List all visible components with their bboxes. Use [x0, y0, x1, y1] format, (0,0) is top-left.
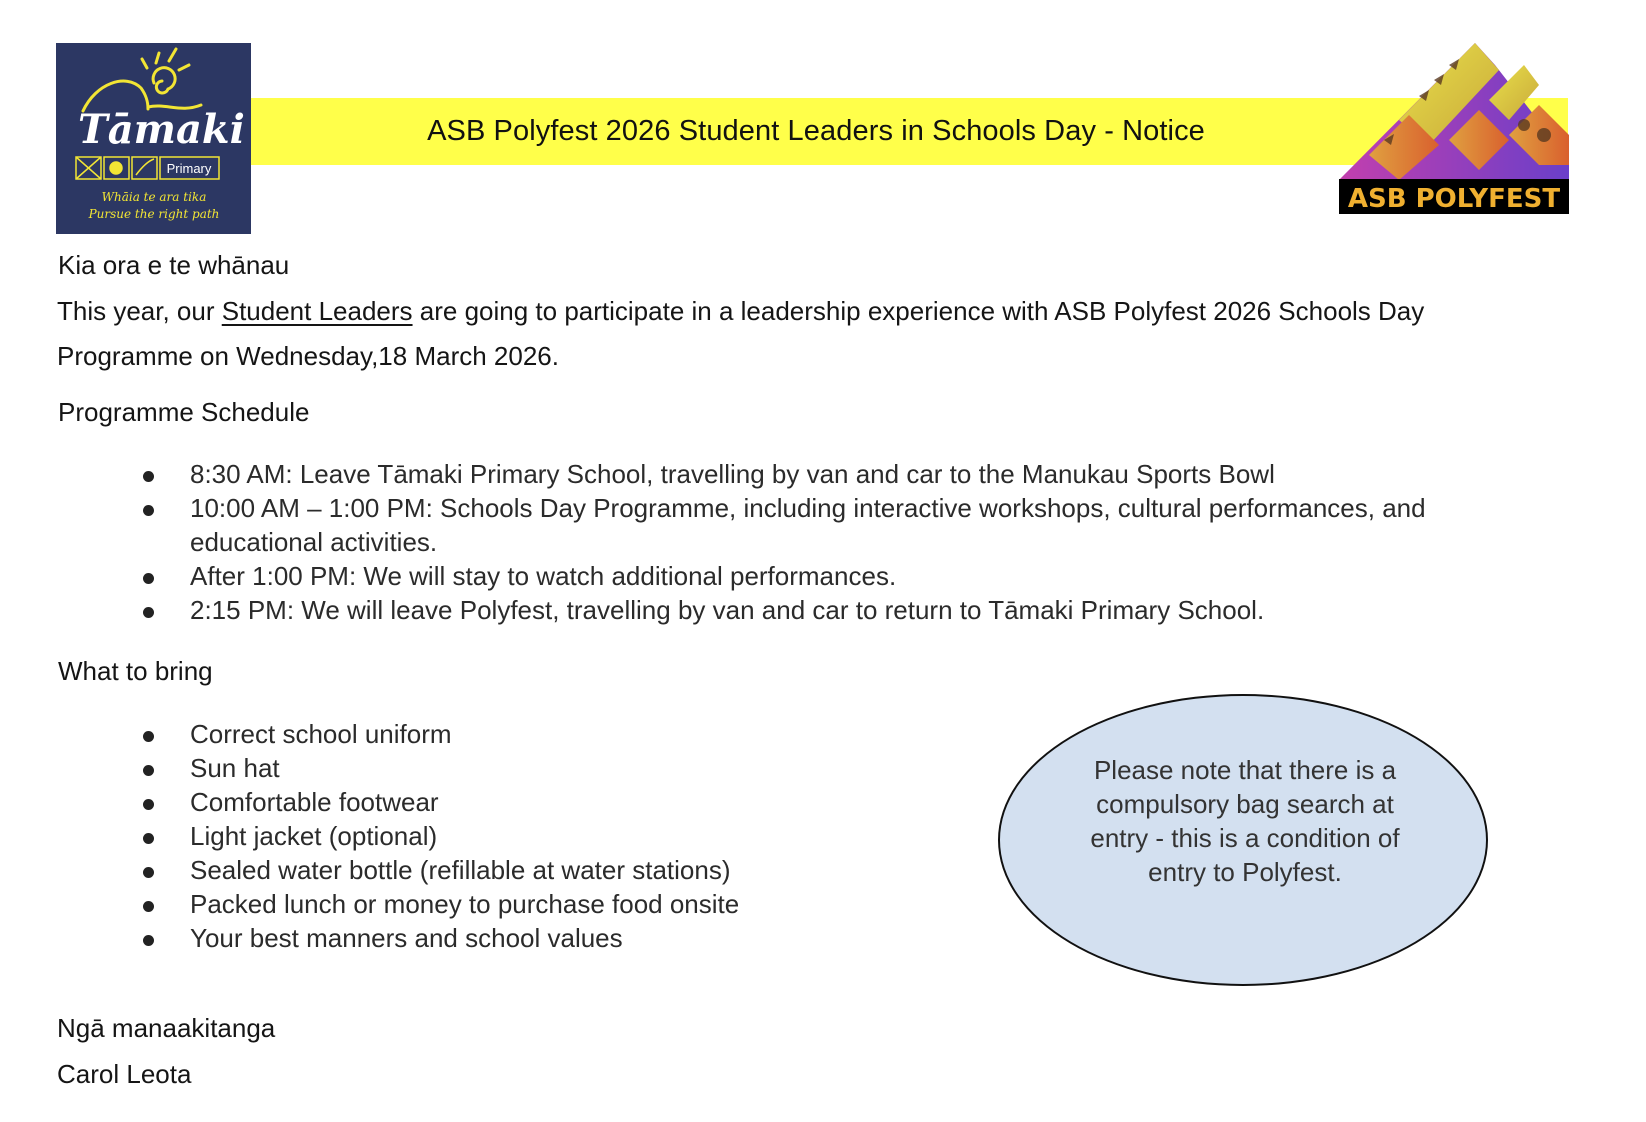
page-title: ASB Polyfest 2026 Student Leaders in Schools Day - Notice: [427, 115, 1205, 147]
polyfest-logo-graphic: [1339, 40, 1571, 216]
polyfest-logo-text: ASB POLYFEST: [1347, 184, 1561, 214]
bring-item: Sun hat: [190, 753, 280, 783]
school-logo-sub: Primary: [166, 161, 212, 176]
bring-item: Packed lunch or money to purchase food onsite: [190, 889, 740, 919]
tamaki-logo-graphic: [56, 43, 251, 234]
school-motto-english: Pursue the right path: [88, 207, 220, 221]
bullet-icon: [143, 901, 154, 912]
schedule-heading: Programme Schedule: [58, 397, 310, 427]
schedule-item: 8:30 AM: Leave Tāmaki Primary School, travelling by van and car to the Manukau Sports Bowl: [190, 459, 1275, 489]
bullet-icon: [143, 833, 154, 844]
school-motto-maori: Whāia te ara tika: [101, 190, 207, 204]
bring-item: Comfortable footwear: [190, 787, 439, 817]
bullet-icon: [143, 505, 154, 516]
schedule-item: After 1:00 PM: We will stay to watch additional performances.: [190, 561, 897, 591]
bring-item: Your best manners and school values: [190, 923, 623, 953]
bullet-icon: [143, 799, 154, 810]
bullet-icon: [143, 573, 154, 584]
student-leaders-link[interactable]: Student Leaders: [221, 296, 413, 326]
bring-item: Light jacket (optional): [190, 821, 438, 851]
bring-item: Correct school uniform: [190, 719, 452, 749]
schedule-item: 2:15 PM: We will leave Polyfest, travelling by van and car to return to Tāmaki Primary School.: [190, 595, 1265, 625]
bring-item: Sealed water bottle (refillable at water stations): [190, 855, 731, 885]
bullet-icon: [143, 731, 154, 742]
greeting: Kia ora e te whānau: [58, 250, 290, 280]
intro-line-2: Programme on Wednesday,18 March 2026.: [57, 341, 559, 371]
closing: Ngā manaakitanga: [57, 1013, 276, 1043]
intro-text-after: are going to participate in a leadership experience with ASB Polyfest 2026 Schools Day: [412, 296, 1425, 326]
school-logo-name: Tāmaki: [78, 106, 245, 153]
intro-line-1: [57, 296, 1424, 327]
bullet-icon: [143, 471, 154, 482]
tamaki-primary-logo: [56, 43, 251, 234]
schedule-item: 10:00 AM – 1:00 PM: Schools Day Programme, including interactive workshops, cultural performances, and: [190, 493, 1426, 523]
bag-search-note: Please note that there is a compulsory bag search at entry - this is a condition of entry to Polyfest.: [1090, 755, 1400, 887]
intro-text-before: This year, our: [57, 296, 222, 326]
bring-heading: What to bring: [58, 656, 213, 686]
bullet-icon: [143, 935, 154, 946]
asb-polyfest-logo: [1339, 40, 1571, 216]
bullet-icon: [143, 607, 154, 618]
signature-name: Carol Leota: [57, 1059, 192, 1089]
schedule-item-continuation: educational activities.: [190, 527, 438, 557]
bullet-icon: [143, 867, 154, 878]
bullet-icon: [143, 765, 154, 776]
